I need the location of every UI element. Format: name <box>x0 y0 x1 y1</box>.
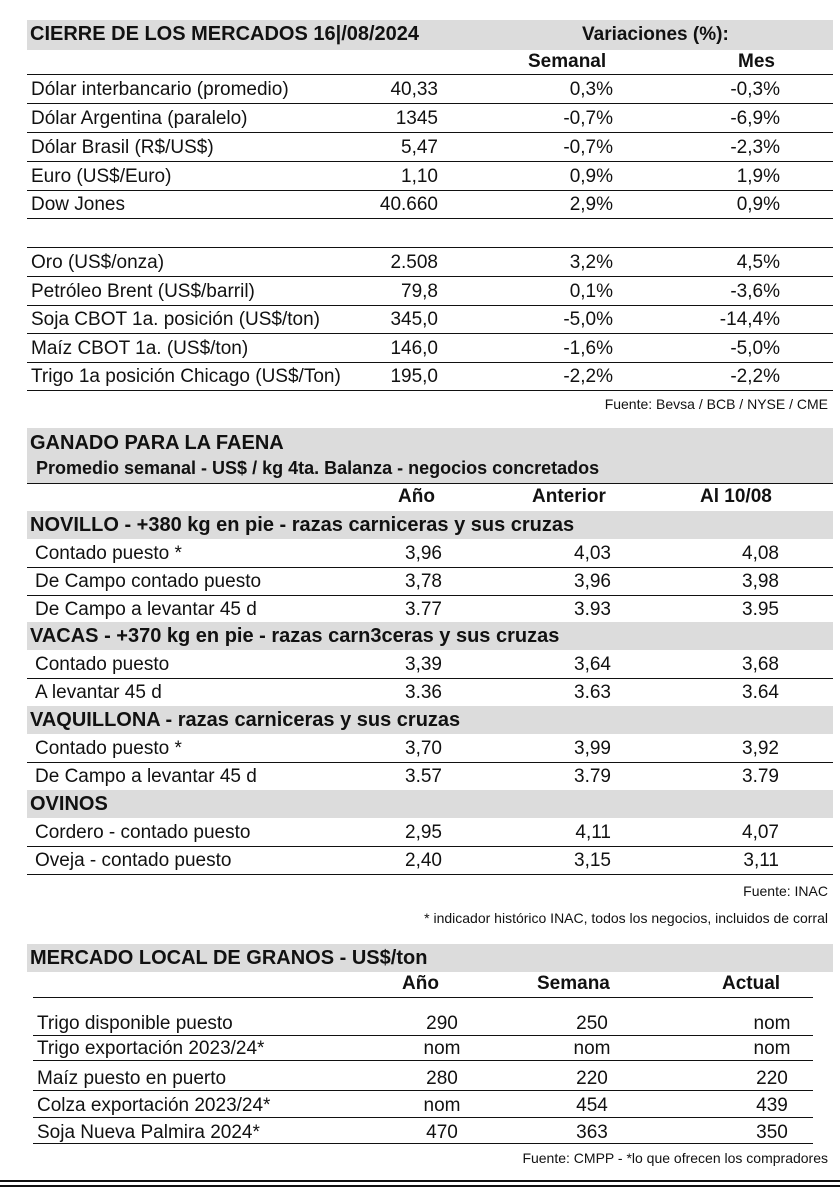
cattle-row <box>27 652 833 678</box>
market-label: Dólar Argentina (paralelo) <box>31 108 248 129</box>
market-value: 40.660 <box>379 194 438 215</box>
market-value: 146,0 <box>390 338 438 359</box>
cattle-label: De Campo contado puesto <box>35 571 262 592</box>
cattle-anterior: 4,11 <box>575 822 611 843</box>
ganado-note: * indicador histórico INAC, todos los negocios, incluidos de corral <box>424 910 828 926</box>
market-semanal: 2,9% <box>569 194 613 215</box>
grain-row <box>27 1066 833 1092</box>
row-divider <box>27 190 833 191</box>
row-divider <box>33 1117 813 1118</box>
grain-actual: 350 <box>756 1122 788 1143</box>
row-divider <box>27 132 833 133</box>
market-semanal: -0,7% <box>563 137 613 158</box>
row-divider <box>27 333 833 334</box>
granos-source: Fuente: CMPP - *lo que ofrecen los compradores <box>522 1150 828 1166</box>
cattle-row <box>27 764 833 790</box>
cattle-al: 3.79 <box>742 766 779 787</box>
grain-label: Soja Nueva Palmira 2024* <box>37 1122 260 1143</box>
col-actual: Actual <box>722 973 781 994</box>
market-row <box>27 192 833 218</box>
cattle-al: 3,98 <box>742 571 779 592</box>
market-label: Petróleo Brent (US$/barril) <box>31 281 255 302</box>
cattle-al: 3,92 <box>742 738 779 759</box>
cattle-row <box>27 848 833 874</box>
grain-semana: nom <box>573 1038 611 1059</box>
cattle-al: 3.95 <box>742 599 779 620</box>
market-value: 40,33 <box>390 79 438 100</box>
cattle-al: 3,68 <box>742 654 779 675</box>
col-ano: Año <box>398 486 435 507</box>
cattle-anterior: 4,03 <box>574 543 611 564</box>
market-mes: -2,3% <box>730 137 780 158</box>
grain-actual: nom <box>753 1038 791 1059</box>
ganado-subtitle: Promedio semanal - US$ / kg 4ta. Balanza - negocios concretados <box>36 458 600 478</box>
cattle-anterior: 3,96 <box>574 571 611 592</box>
cattle-ano: 3.36 <box>405 682 442 703</box>
grain-label: Trigo exportación 2023/24* <box>37 1038 265 1059</box>
row-divider <box>27 595 833 596</box>
cattle-label: De Campo a levantar 45 d <box>35 599 257 620</box>
row-divider <box>27 390 833 391</box>
market-semanal: 0,3% <box>569 79 613 100</box>
col-semanal: Semanal <box>528 51 607 72</box>
row-divider <box>27 874 833 875</box>
cattle-row <box>27 736 833 762</box>
cattle-al: 3,11 <box>743 850 779 871</box>
cattle-al: 4,08 <box>742 543 779 564</box>
cattle-al: 3.64 <box>742 682 779 703</box>
row-divider <box>33 1060 813 1061</box>
granos-title: MERCADO LOCAL DE GRANOS - US$/ton <box>30 947 428 969</box>
grain-label: Trigo disponible puesto <box>37 1013 233 1034</box>
cattle-label: De Campo a levantar 45 d <box>35 766 257 787</box>
grain-semana: 454 <box>576 1095 608 1116</box>
bottom-rule-2 <box>0 1185 840 1187</box>
market-label: Dólar interbancario (promedio) <box>31 79 289 100</box>
market-value: 5,47 <box>401 137 438 158</box>
market-mes: -2,2% <box>730 366 780 387</box>
market-value: 1,10 <box>401 166 438 187</box>
market-semanal: -5,0% <box>563 309 613 330</box>
market-row <box>27 364 833 390</box>
market-value: 1345 <box>395 108 438 129</box>
cattle-anterior: 3,64 <box>574 654 611 675</box>
cattle-label: A levantar 45 d <box>35 682 162 703</box>
cattle-label: Cordero - contado puesto <box>35 822 251 843</box>
row-divider <box>27 247 833 248</box>
col-ano: Año <box>402 973 439 994</box>
market-value: 345,0 <box>390 309 438 330</box>
market-mes: -0,3% <box>730 79 780 100</box>
section-title-vaquillona: VAQUILLONA - razas carniceras y sus cruzas <box>30 709 461 731</box>
col-mes: Mes <box>738 51 775 72</box>
grain-actual: nom <box>753 1013 791 1034</box>
market-label: Soja CBOT 1a. posición (US$/ton) <box>31 309 321 330</box>
cattle-label: Oveja - contado puesto <box>35 850 232 871</box>
cattle-row <box>27 569 833 595</box>
ganado-title: GANADO PARA LA FAENA <box>30 432 284 454</box>
market-mes: -6,9% <box>730 108 780 129</box>
mercados-source: Fuente: Bevsa / BCB / NYSE / CME <box>604 396 828 412</box>
cattle-anterior: 3.63 <box>574 682 611 703</box>
grain-label: Maíz puesto en puerto <box>37 1068 227 1089</box>
market-row <box>27 135 833 161</box>
mercados-header-rule <box>27 74 833 75</box>
row-divider <box>27 218 833 219</box>
cattle-anterior: 3,99 <box>574 738 611 759</box>
row-divider <box>27 161 833 162</box>
row-divider <box>27 567 833 568</box>
cattle-label: Contado puesto * <box>35 543 182 564</box>
section-title-novillo: NOVILLO - +380 kg en pie - razas carniceras y sus cruzas <box>30 514 575 536</box>
row-divider <box>33 1090 813 1091</box>
grain-semana: 250 <box>576 1013 608 1034</box>
market-label: Euro (US$/Euro) <box>31 166 172 187</box>
grain-ano: nom <box>423 1038 461 1059</box>
grain-actual: 220 <box>756 1068 788 1089</box>
market-semanal: 0,9% <box>569 166 613 187</box>
grain-ano: nom <box>423 1095 461 1116</box>
cattle-anterior: 3.79 <box>574 766 611 787</box>
market-semanal: -0,7% <box>563 108 613 129</box>
cattle-ano: 3.77 <box>405 599 442 620</box>
cattle-ano: 3,39 <box>405 654 442 675</box>
section-bar-ovinos <box>27 790 833 818</box>
market-label: Maíz CBOT 1a. (US$/ton) <box>31 338 249 359</box>
row-divider <box>33 1143 813 1144</box>
bottom-rule <box>0 1180 840 1182</box>
market-semanal: 3,2% <box>569 252 613 273</box>
cattle-ano: 2,95 <box>405 822 442 843</box>
market-mes: 1,9% <box>736 166 780 187</box>
row-divider <box>27 103 833 104</box>
cattle-ano: 2,40 <box>405 850 442 871</box>
cattle-al: 4,07 <box>742 822 779 843</box>
cattle-label: Contado puesto <box>35 654 170 675</box>
grain-row <box>27 1036 833 1062</box>
market-row <box>27 77 833 103</box>
cattle-row <box>27 680 833 706</box>
cattle-row <box>27 820 833 846</box>
market-value: 195,0 <box>390 366 438 387</box>
row-divider <box>27 305 833 306</box>
row-divider <box>27 846 833 847</box>
grain-row <box>27 1093 833 1119</box>
market-row <box>27 279 833 305</box>
section-title-ovinos: OVINOS <box>30 793 108 815</box>
grain-actual: 439 <box>756 1095 788 1116</box>
cattle-ano: 3.57 <box>405 766 442 787</box>
grain-label: Colza exportación 2023/24* <box>37 1095 271 1116</box>
grain-row <box>27 1011 833 1037</box>
market-mes: 0,9% <box>736 194 780 215</box>
market-mes: -14,4% <box>719 309 780 330</box>
ganado-subtitle-rule <box>27 483 833 484</box>
market-label: Dólar Brasil (R$/US$) <box>31 137 214 158</box>
row-divider <box>27 276 833 277</box>
market-row <box>27 106 833 132</box>
mercados-title: CIERRE DE LOS MERCADOS 16|/08/2024 <box>30 23 420 45</box>
cattle-anterior: 3.93 <box>574 599 611 620</box>
cattle-anterior: 3,15 <box>574 850 611 871</box>
variaciones-label: Variaciones (%): <box>582 24 729 45</box>
market-row <box>27 307 833 333</box>
market-row <box>27 336 833 362</box>
market-value: 2.508 <box>390 252 438 273</box>
market-mes: -3,6% <box>730 281 780 302</box>
col-anterior: Anterior <box>532 486 606 507</box>
grain-ano: 470 <box>426 1122 458 1143</box>
market-semanal: 0,1% <box>569 281 613 302</box>
cattle-ano: 3,70 <box>405 738 442 759</box>
grain-ano: 280 <box>426 1068 458 1089</box>
market-semanal: -2,2% <box>563 366 613 387</box>
ganado-source: Fuente: INAC <box>743 883 828 899</box>
market-mes: 4,5% <box>736 252 780 273</box>
market-semanal: -1,6% <box>563 338 613 359</box>
row-divider <box>27 362 833 363</box>
market-value: 79,8 <box>401 281 438 302</box>
section-title-vacas: VACAS - +370 kg en pie - razas carn3ceras y sus cruzas <box>30 625 560 647</box>
row-divider <box>27 678 833 679</box>
grain-ano: 290 <box>426 1013 458 1034</box>
market-label: Oro (US$/onza) <box>31 252 165 273</box>
grain-semana: 363 <box>576 1122 608 1143</box>
market-label: Trigo 1a posición Chicago (US$/Ton) <box>31 366 341 387</box>
cattle-row <box>27 541 833 567</box>
grain-semana: 220 <box>576 1068 608 1089</box>
market-mes: -5,0% <box>730 338 780 359</box>
cattle-label: Contado puesto * <box>35 738 182 759</box>
col-al: Al 10/08 <box>700 486 772 507</box>
market-row <box>27 164 833 190</box>
granos-header-rule <box>33 997 813 998</box>
col-semana: Semana <box>537 973 610 994</box>
cattle-ano: 3,78 <box>405 571 442 592</box>
row-divider <box>27 762 833 763</box>
cattle-ano: 3,96 <box>405 543 442 564</box>
market-row <box>27 250 833 276</box>
market-label: Dow Jones <box>31 194 125 215</box>
cattle-row <box>27 597 833 623</box>
